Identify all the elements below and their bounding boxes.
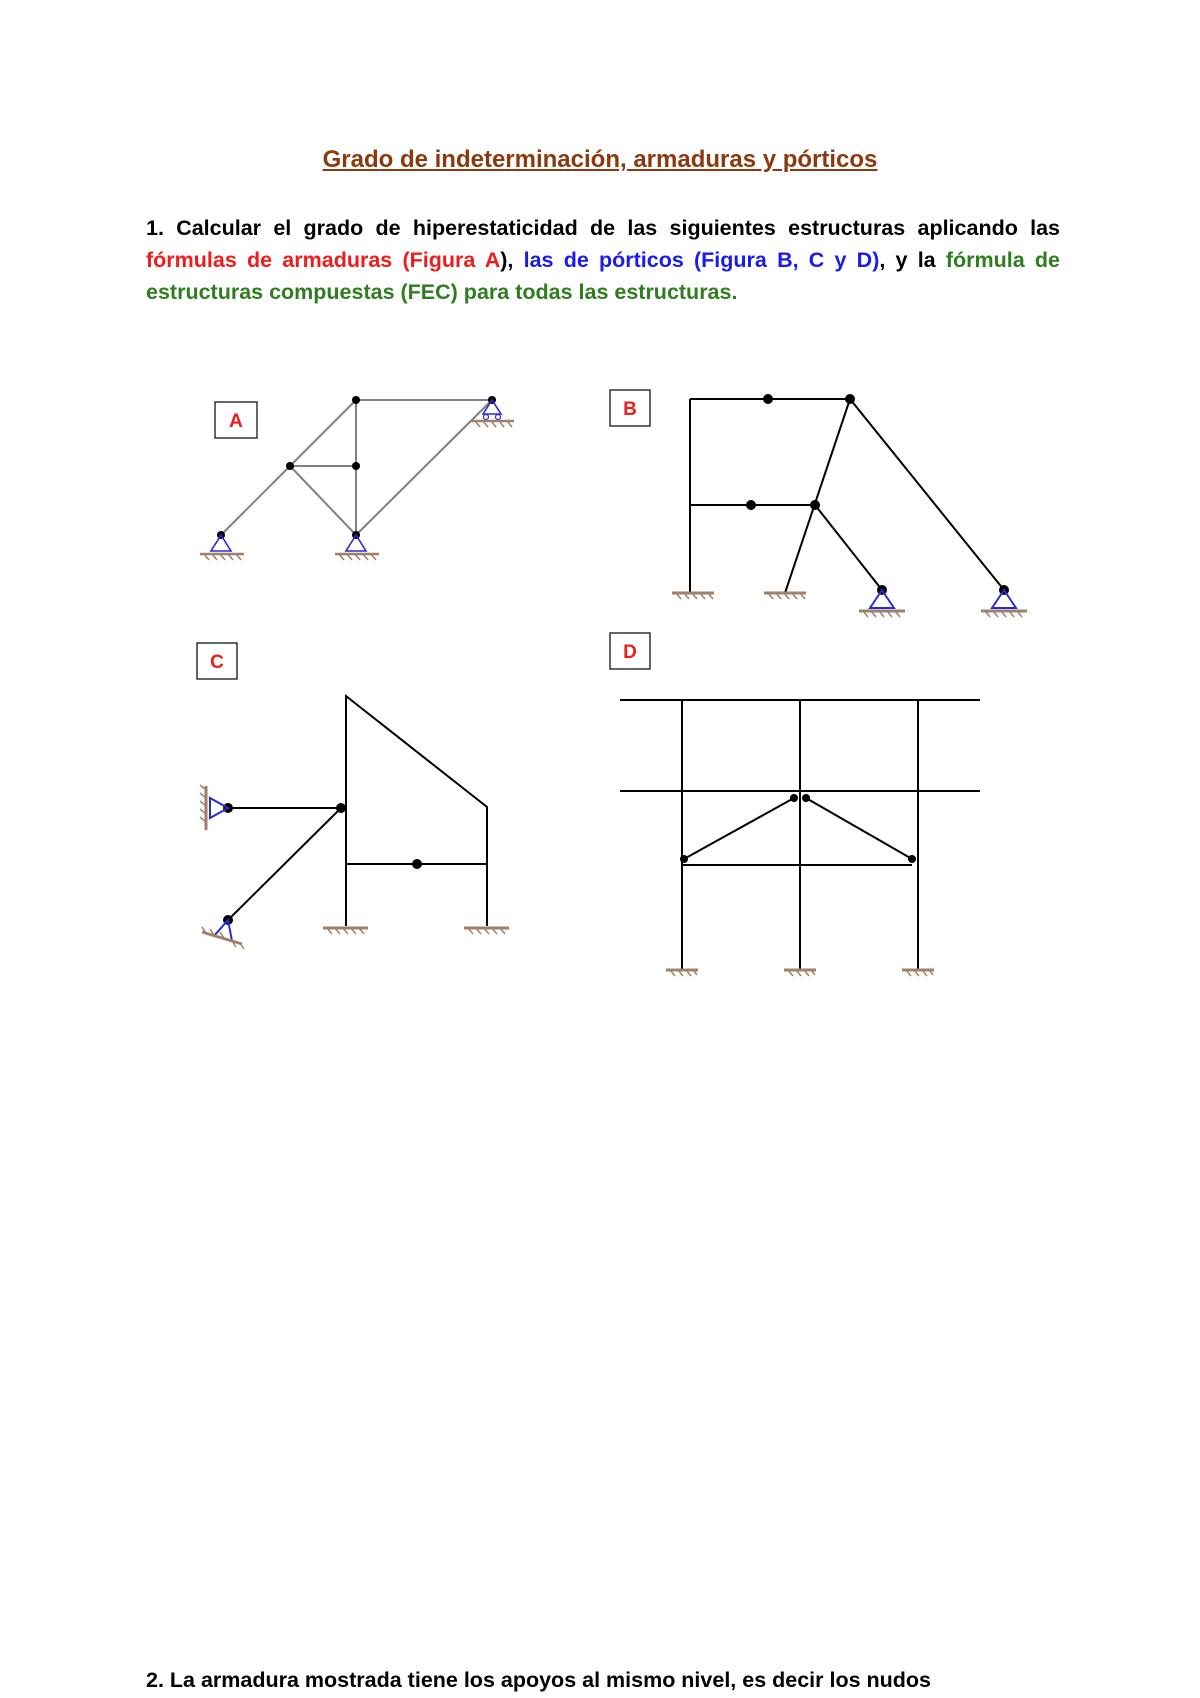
figure-d-frame: [600, 630, 1000, 990]
q1-text-1: Calcular el grado de hiperestaticidad de las siguientes estructuras aplicando las: [163, 216, 1060, 240]
page-title: Grado de indeterminación, armaduras y pórticos: [322, 146, 878, 173]
figure-b-members: [690, 399, 1004, 593]
q1-frame-formula: las de pórticos (Figura B, C y D): [523, 248, 880, 272]
question-2: 2. La armadura mostrada tiene los apoyos al mismo nivel, es decir los nudos: [146, 1668, 932, 1692]
figure-b-label: B: [623, 399, 637, 420]
figure-d-label: D: [623, 642, 637, 663]
figure-c-members: [228, 696, 487, 926]
question-1: [146, 212, 1060, 308]
figure-a-truss: [190, 385, 530, 575]
figure-c-frame: [180, 638, 530, 968]
figure-c-label: C: [210, 652, 224, 673]
q1-text-2: ),: [500, 248, 524, 272]
figure-d-fixed-support-1: [666, 970, 698, 976]
figure-d-fixed-support-2: [784, 970, 816, 976]
figure-c-pin-support-lower: [202, 920, 244, 949]
figure-c-fixed-support-1: [323, 928, 368, 934]
q1-number: 1.: [146, 216, 164, 240]
figure-a-label: A: [229, 411, 243, 432]
q1-text-3: , y la: [879, 248, 946, 272]
figure-b-frame: [600, 385, 1040, 630]
q1-fec-formula: fórmula de estructuras compuestas (FEC) para todas las estructuras.: [146, 248, 1060, 304]
figure-d-fixed-support-3: [902, 970, 934, 976]
figure-b-hinges: [746, 394, 1009, 595]
figure-b-fixed-support-2: [764, 593, 806, 599]
figure-d-members: [620, 700, 980, 970]
q1-truss-formula: fórmulas de armaduras (Figura A: [146, 248, 501, 272]
figure-c-fixed-support-2: [464, 928, 509, 934]
figure-b-fixed-support-1: [672, 593, 714, 599]
figure-d-hinges: [680, 794, 916, 863]
